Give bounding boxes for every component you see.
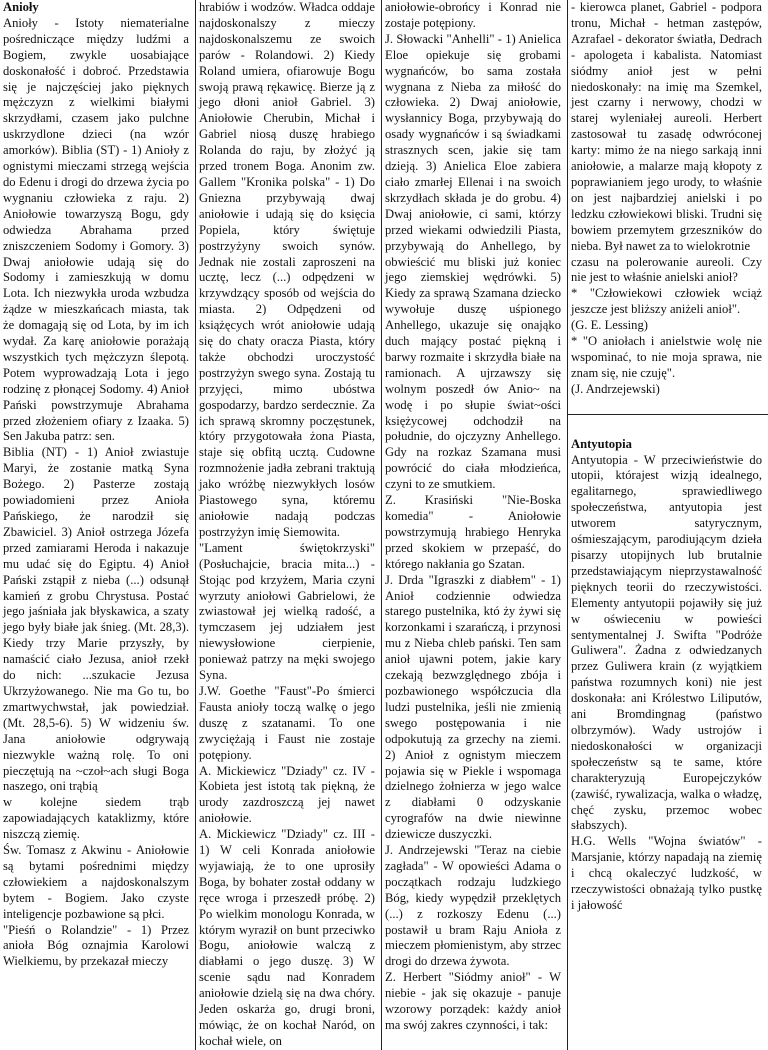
text-paragraph: - kierowca planet, Gabriel - podpora tronu, Michał - hetman zastępów, Azrafael - dekorator światła, Dedrach - apologeta i kabalista. Natomiast siódmy anioł jest w pełni niedoskonały: na imię ma Szemkel, jest czarny i nerwowy, chodzi w starej wyleniałej aureoli. Herbert zastosował tu zasadę odwróconej karty: mimo że na niego sarkają inni aniołowie, a malarze mają kłopoty z poprawianiem jego urody, to właśnie on jest najbardziej anielski i po ledzku człowiekowi bliski. Trudni się bowiem przemytem grzeszników do nieba. Był nawet za to wielokrotnie bbox=[571, 0, 762, 253]
text-paragraph: A. Mickiewicz "Dziady" cz. III - 1) W celi Konrada aniołowie wyjawiają, że to one uprosiły Boga, by bohater został oddany w ręce wroga i przeszedł próbę. 2) Po wielkim monologu Konrada, w którym wyraził on bunt przeciwko Bogu, aniołowie walczą z diabłami o jego duszę. 3) W scenie sądu nad Konradem aniołowie dzielą się na dwa chóry. Jeden oskarża go, drugi broni, mówiąc, że on kochał Naród, on kochał wiele, on bbox=[199, 827, 375, 1048]
text-paragraph: Z. Herbert "Siódmy anioł" - W niebie - jak się okazuje - panuje wzorowy porządek: każdy anioł ma swój zakres czynności, i tak: bbox=[385, 970, 561, 1032]
text-paragraph: Antyutopia - W przeciwieństwie do utopii, którajest wizją idealnego, egalitarnego, sprawiedliwego społeczeństwa, antyutopia jest utworem satyrycznym, ośmieszającym, parodiującym dzieła pisarzy utopijnych lub brutalnie przedstawiającym nieprzystawalność pięknych teorii do rzeczywistości. Elementy antyutopii pojawiły się już w oświeceniu w powieści sentymentalnej J. Swifta "Podróże Guliwera". Żadna z odwiedzanych przez Guliwera krain (z wyjątkiem państwa rozumnych koni) nie jest doskonała: ani Królestwo Liliputów, ani Bromdingnag (państwo olbrzymów). Wady ustrojów i niedoskonałości w organizacji społeczeństw są te same, które charakteryzują Europejczyków (zawiść, rywalizacja, walka o władzę, chęć zysku, przemoc wobec słabszych). bbox=[571, 452, 762, 833]
text-paragraph: (G. E. Lessing) bbox=[571, 318, 648, 333]
column-1 bbox=[0, 0, 196, 1050]
text-paragraph: A. Mickiewicz "Dziady" cz. IV - Kobieta jest istotą tak piękną, że urody zazdroszczą jej nawet aniołowie. bbox=[199, 763, 375, 826]
text-paragraph: hrabiów i wodzów. Władca oddaje najdoskonalszy z mieczy najdoskonalszemu ze swoich parów - Rolandowi. 2) Kiedy Roland umiera, ofiarowuje Bogu swoją prawą rękawicę. Bierze ją z jego dłoni anioł Gabriel. 3) Aniołowie Cherubin, Michał i Gabriel niosą duszę hrabiego Rolanda do raju, by złożyć ją przed tronem Boga. Anonim zw. Gallem "Kronika polska" - 1) Do Gniezna przybywają dwaj aniołowie i udają się do księcia Popiela, który świętuje postrzyżyny swoich synów. Jednak nie zostali zaproszeni na ucztę, lecz (...) odpędzeni w krzywdzący sposób od wejścia do miasta. 2) Odpędzeni od książęcych wrót aniołowie udają się do chaty oracza Piasta, który także obchodzi uroczystość postrzyżyn swego syna. Zostają tu przyjęci, mimo ubóstwa gospodarzy, bardzo serdecznie. Za ich sprawą skromny poczęstunek, który przygotowała żona Piasta, staje się obfitą ucztą. Cudowne rozmnożenie jadła zebrani traktują jako wróżbę niezwykłych losów Piastowego syna, któremu aniołowie nadają podczas postrzyżyn imię Siemowita. bbox=[199, 0, 375, 539]
text-paragraph: Z. Krasiński "Nie-Boska komedia" - Aniołowie powstrzymują hrabiego Henryka przed skokiem w przepaść, do którego nakłania go Szatan. bbox=[385, 493, 561, 571]
text-paragraph: "Lament świętokrzyski" (Posłuchajcie, bracia mita...) - Stojąc pod krzyżem, Maria czyni wyrzuty aniołowi Gabrielowi, że zwiastował jej wielką radość, a tymczasem jej udziałem jest niewysłowione cierpienie, ponieważ patrzy na męki swojego Syna. bbox=[199, 540, 375, 683]
text-paragraph: J.W. Goethe "Faust"-Po śmierci Fausta anioły toczą walkę o jego duszę z szatanami. To one zwyciężają i Faust nie zostaje potępiony. bbox=[199, 683, 375, 762]
text-paragraph: (J. Andrzejewski) bbox=[571, 381, 660, 396]
column-3 bbox=[382, 0, 568, 1050]
text-paragraph: J. Drda "Igraszki z diabłem" - 1) Anioł codziennie odwiedza starego pustelnika, któ ży żywi się korzonkami i szarańczą, i przynosi mu z Nieba chleb pański. Ten sam anioł ujawni potem, jakie kary czekają bezwzględnego zbója i pozbawionego współczucia dla ludzi pustelnika, jeśli nie zmienią swego postępowania i nie odpokutują za grzechy na ziemi. 2) Anioł z ognistym mieczem pojawia się w Piekle i wspomaga dzielnego żołnierza w jego walce z diabłami 0 odzyskanie cyrografów na dwie niewinne dziewicze duszyczki. bbox=[385, 572, 561, 842]
text-paragraph: * "O aniołach i anielstwie wolę nie wspominać, to nie moja sprawa, nie znam się, nie czuję". bbox=[571, 334, 762, 380]
text-paragraph: H.G. Wells "Wojna światów" - Marsjanie, którzy napadają na ziemię i chcą okaleczyć ludzkość, w rzeczywistości obnażają tylko pustkę i jałowość bbox=[571, 834, 762, 912]
entry-heading: Anioły bbox=[3, 0, 39, 14]
text-paragraph: J. Andrzejewski "Teraz na ciebie zagłada" - W opowieści Adama o początkach rodzaju ludzkiego Bóg, kiedy wypędził przeklętych (...) z rozkoszy Edenu (...) postawił u bram Raju Anioła z mieczem płomienistym, aby strzec drogi do drzewa żywota. bbox=[385, 843, 561, 969]
text-paragraph: czasu na polerowanie aureoli. Czy nie jest to właśnie anielski anioł? bbox=[571, 254, 762, 285]
text-paragraph: Biblia (NT) - 1) Anioł zwiastuje Maryi, że zostanie matką Syna Bożego. 2) Pasterze zostają powiadomieni przez Anioła Pańskiego, że narodził się Zbawiciel. 3) Anioł ostrzega Józefa przed zamiarami Heroda i nakazuje mu udać się do Egiptu. 4) Anioł Pański zstąpił z nieba (...) odsunął kamień z grobu Chrystusa. Postać jego jaśniała jak błyskawica, a szaty jego były białe jak śnieg. (Mt. 28,3). Kiedy trzy Marie przyszły, by namaścić ciało Jezusa, anioł rzekł do nich: ...szukacie Jezusa Ukrzyżowanego. Nie ma Go tu, bo zmartwychwstał, jak powiedział. (Mt. 28,5-6). 5) W widzeniu św. Jana aniołowie odgrywają niezwykle ważną rolę. To oni pieczętują na ~czoł~ach sługi Boga naszego, oni trąbią bbox=[3, 445, 189, 794]
text-paragraph: Św. Tomasz z Akwinu - Aniołowie są bytami pośrednimi między człowiekiem a najdoskonalszym bytem - Bogiem. Jako czyste inteligencje pozbawione są płci. bbox=[3, 843, 189, 921]
text-paragraph: "Pieśń o Rolandzie" - 1) Przez anioła Bóg oznajmia Karolowi Wielkiemu, by przekazał mieczy bbox=[3, 922, 189, 969]
text-paragraph: * "Człowiekowi człowiek wciąż jeszcze jest bliższy aniżeli anioł". bbox=[571, 286, 762, 317]
text-paragraph: J. Słowacki "Anhelli" - 1) Anielica Eloe opiekuje się grobami wygnańców, bo sama została wygnana z Nieba za miłość do człowieka. 2) Dwaj aniołowie, wysłannicy Boga, przybywają do osady wygnańców i są świadkami strasznych scen, jakie się tam dzieją. 3) Anielica Eloe zabiera ciało zmarłej Ellenai i na swoich skrzydłach składa je do grobu. 4) Dwaj aniołowie, ci sami, którzy przed wiekami odwiedzili Piasta, przybywają do Anhellego, by obwieścić mu bliski już koniec jego ziemskiej wędrówki. 5) Kiedy za sprawą Szamana dziecko wywołuje duszę uśpionego Anhellego, ukazuje się onająko duch mający postać piękną i barwy rozmaite i skrzydła białe na ramionach. A ujrzawszy się wolnym poszedł ów Anio~ na wodę i po słupie świat~ości księżycowej odchodził na południe, do ojczyzny Anhellego. Gdy na rozkaz Szamana musi powrócić do ciała młodzieńca, czyni to ze smutkiem. bbox=[385, 31, 561, 492]
text-paragraph: aniołowie-obrońcy i Konrad nie zostaje potępiony. bbox=[385, 0, 561, 30]
section-divider bbox=[568, 414, 768, 415]
text-paragraph: w kolejne siedem trąb zapowiadających kataklizmy, które niszczą ziemię. bbox=[3, 795, 189, 842]
column-4 bbox=[568, 0, 768, 1050]
entry-heading: Antyutopia bbox=[571, 436, 632, 451]
text-paragraph: Anioły - Istoty niematerialne pośredniczące między ludźmi a Bogiem, zwykle uosabiające doskonałość i dobroć. Przedstawia się je najczęściej jako pięknych mężczyzn z wielkimi białymi skrzydłami, czasem jako pulchne uskrzydlone dzieci (na wzór amorków). Biblia (ST) - 1) Anioły z ognistymi mieczami strzegą wejścia do Edenu i drogi do drzewa życia po wygnaniu człowieka z raju. 2) Aniołowie towarzyszą Bogu, gdy odwiedza Abrahama przed zniszczeniem Sodomy i Gomory. 3) Dwaj aniołowie udają się do Sodomy i zamieszkują w domu Lota. Ich niezwykła uroda wzbudza żądze w mieszkańcach miasta, tak że domagają się od Lota, by im ich wydał. Za karę aniołowie porażają wszystkich tych mężczyzn ślepotą. Potem wyprowadzają Lota i jego rodzinę z płonącej Sodomy. 4) Anioł Pański powstrzymuje Abrahama przed złożeniem ofiary z Izaaka. 5) Sen Jakuba patrz: sen. bbox=[3, 15, 189, 444]
column-2 bbox=[196, 0, 382, 1050]
